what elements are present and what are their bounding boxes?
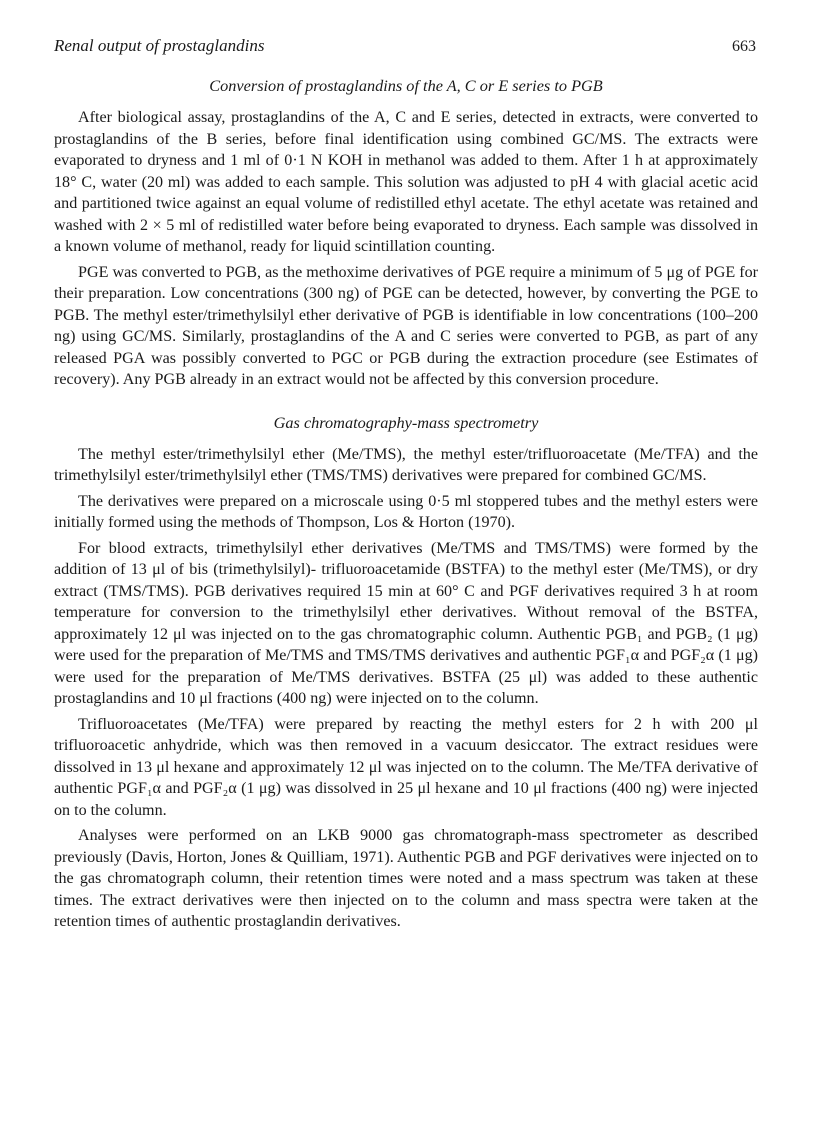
page [54,36,758,937]
paragraph: Analyses were performed on an LKB 9000 gas chromatograph-mass spectrometer as described previously (Davis, Horton, Jones & Quilliam, 1971). Authentic PGB and PGF derivatives were injected on to the gas chromatograph column, their retention times were noted and a mass spectrum was taken at these times. The extract derivatives were then injected on to the column and mass spectra were taken at the retention times of authentic prostaglandin derivatives. [54,827,758,930]
paragraph: For blood extracts, trimethylsilyl ether derivatives (Me/TMS and TMS/TMS) were formed by the addition of 13 μl of bis (trimethylsilyl)- trifluoroacetamide (BSTFA) to the methyl ester (Me/TMS), or dry extract (TMS/TMS). PGB derivatives required 15 min at 60° C and PGF derivatives required 3 h at room temperature for conversion to the trimethylsilyl ether derivatives. Without removal of the BSTFA, approximately 12 μl was injected on to the gas chromatographic column. Authentic PGB₁ and PGB₂ (1 μg) were used for the preparation of Me/TMS and TMS/TMS derivatives and authentic PGF₁α and PGF₂α (1 μg) were used for the preparation of Me/TMS derivatives. BSTFA (25 μl) was added to these authentic prostaglandins and 10 μl fractions (400 ng) were injected on to the column. [54,539,758,707]
running-head [54,36,758,64]
paragraph: After biological assay, prostaglandins of the A, C and E series, detected in extracts, were converted to prostaglandins of the B series, before final identification using combined GC/MS. The extracts were evaporated to dryness and 1 ml of 0·1 N KOH in methanol was added to them. After 1 h at approximately 18° C, water (20 ml) was added to each sample. This solution was adjusted to pH 4 with glacial acetic acid and partitioned twice against an equal volume of redistilled ethyl acetate. The ethyl acetate was retained and washed with 2 × 5 ml of redistilled water before being evaporated to dryness. Each sample was dissolved in a known volume of methanol, ready for liquid scintillation counting. [54,109,758,255]
page-number: 663 [732,38,756,55]
section-heading-conversion: Conversion of prostaglandins of the A, C or E series to PGB [209,76,603,95]
running-title: Renal output of prostaglandins [54,36,265,55]
paragraph: The derivatives were prepared on a microscale using 0·5 ml stoppered tubes and the methyl esters were initially formed using the methods of Thompson, Los & Horton (1970). [54,492,758,531]
section-heading-gcms: Gas chromatography-mass spectrometry [273,412,539,432]
paragraph: PGE was converted to PGB, as the methoxime derivatives of PGE require a minimum of 5 μg of PGE for their preparation. Low concentrations (300 ng) of PGE can be detected, however, by converting the PGE to PGB. The methyl ester/trimethylsilyl ether derivative of PGB is identifiable in low concentrations (100–200 ng) using GC/MS. Similarly, prostaglandins of the A and C series were converted to PGB, as part of any released PGA was possibly converted to PGC or PGB during the extraction procedure (see Estimates of recovery). Any PGB already in an extract would not be affected by this conversion procedure. [54,263,758,388]
paragraph: Trifluoroacetates (Me/TFA) were prepared by reacting the methyl esters for 2 h with 200 μl trifluoroacetic anhydride, which was then removed in a vacuum desiccator. The extract residues were dissolved in 13 μl hexane and approximately 12 μl was injected on to the column. The Me/TFA derivative of authentic PGF₁α and PGF₂α (1 μg) was dissolved in 25 μl hexane and 10 μl fractions (400 ng) were injected on to the column. [54,715,758,819]
paragraph: The methyl ester/trimethylsilyl ether (Me/TMS), the methyl ester/trifluoroacetate (Me/TFA) and the trimethylsilyl ester/trimethylsilyl ether (TMS/TMS) derivatives were prepared for combined GC/MS. [54,445,758,484]
